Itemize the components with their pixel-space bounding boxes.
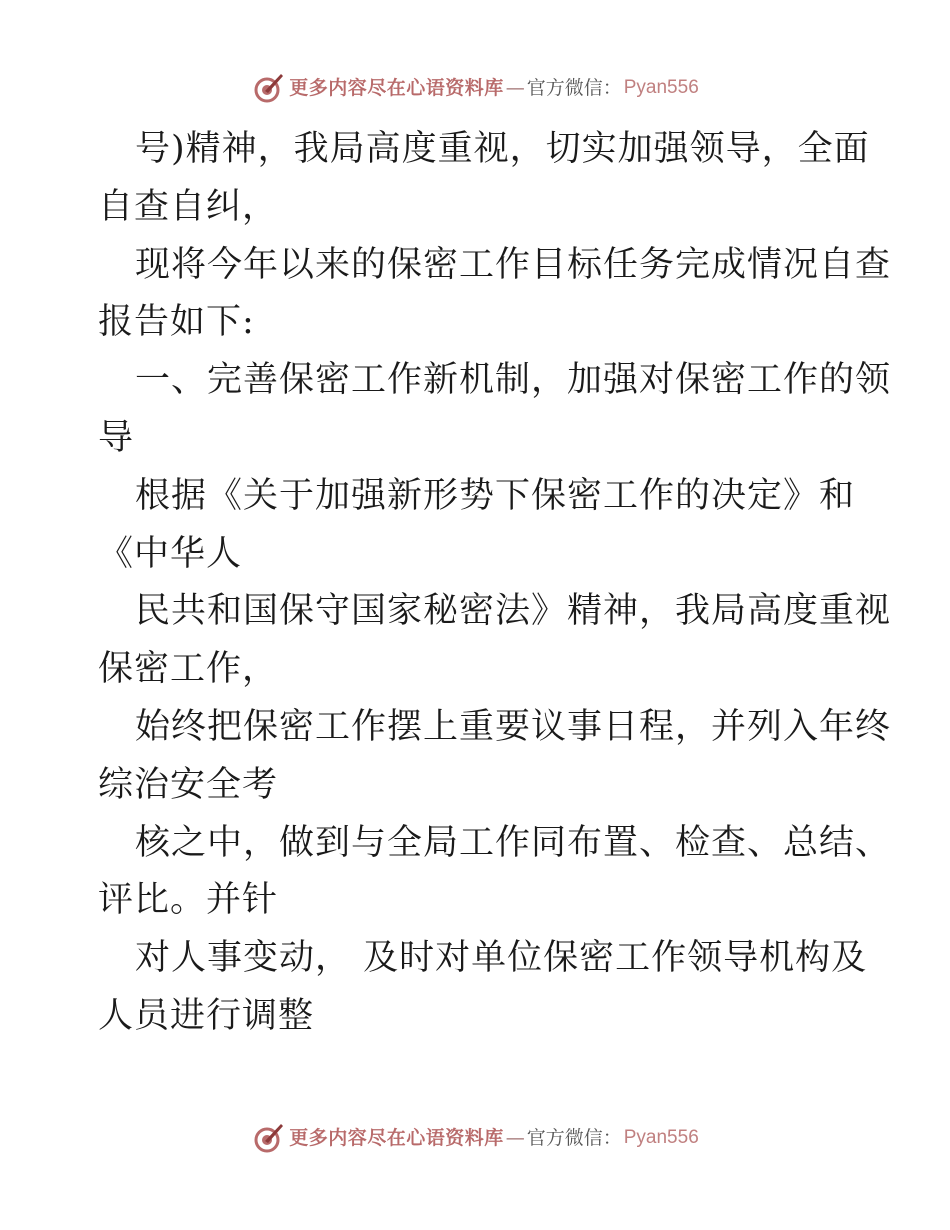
section-heading-line: 导 <box>98 417 135 458</box>
body-line: 人员进行调整 <box>98 995 315 1036</box>
body-line: 综治安全考 <box>98 764 279 805</box>
watermark-wechat-id: Pyan556 <box>623 77 699 98</box>
body-line: 民共和国保守国家秘密法》精神，我局高度重视 <box>135 591 892 632</box>
body-line: 始终把保密工作摆上重要议事日程，并列入年终 <box>135 706 892 747</box>
watermark-wechat-id: Pyan556 <box>623 1127 699 1148</box>
body-line: 评比。并针 <box>98 880 279 921</box>
body-line: 自查自纠， <box>98 186 279 227</box>
section-heading-line: 一、完善保密工作新机制，加强对保密工作的领 <box>135 360 892 401</box>
document-body <box>98 121 892 1046</box>
body-line: 根据《关于加强新形势下保密工作的决定》和 <box>135 475 856 516</box>
watermark-dash: — <box>505 77 525 99</box>
body-line: 对人事变动， 及时对单位保密工作领导机构及 <box>135 938 868 979</box>
watermark-text: 更多内容尽在心语资料库 <box>289 1127 504 1149</box>
body-line: 核之中，做到与全局工作同布置、检查、总结、 <box>135 822 892 863</box>
body-line: 报告如下: <box>98 302 255 343</box>
watermark-wechat-label: 官方微信： <box>526 1127 622 1149</box>
header-watermark <box>0 68 950 108</box>
watermark-dash: — <box>505 1127 525 1149</box>
body-line: 现将今年以来的保密工作目标任务完成情况自查 <box>135 244 892 285</box>
body-line: 号)精神，我局高度重视，切实加强领导，全面 <box>135 129 870 169</box>
quill-logo-icon <box>251 1121 285 1155</box>
body-line: 《中华人 <box>98 533 243 574</box>
footer-watermark <box>0 1118 950 1158</box>
watermark-wechat-label: 官方微信： <box>526 77 622 99</box>
quill-logo-icon <box>251 71 285 105</box>
watermark-text: 更多内容尽在心语资料库 <box>289 77 504 99</box>
body-line: 保密工作， <box>98 649 279 690</box>
